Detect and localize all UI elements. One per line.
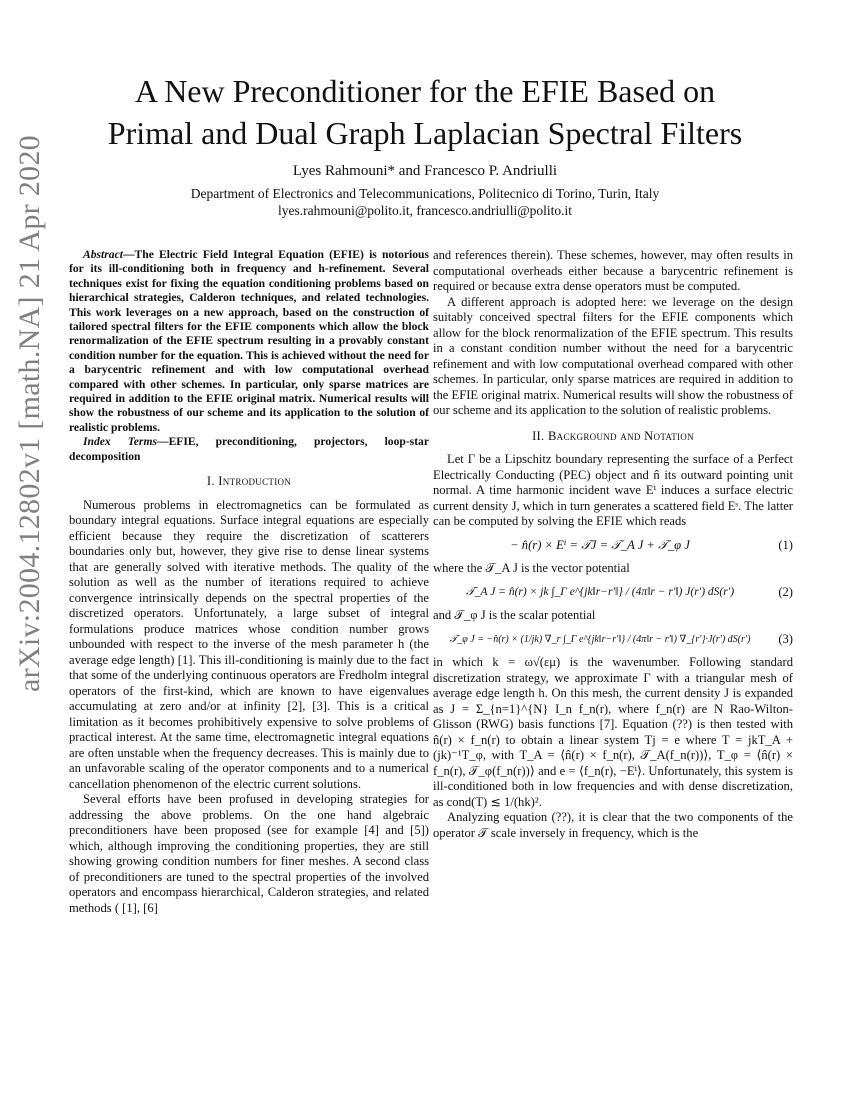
equation-1 bbox=[433, 538, 793, 554]
intro-paragraph-1: Numerous problems in electromagnetics can be formulated as boundary integral equations. Surface integral equations are especially efficient because they require the discretization of scatterers boundaries only but, however, they give rise to dense linear systems that are generally solved with iterative methods. The quality of the solution as well as the number of iterations required to achieve convergence intrinsically depends on the spectral properties of the discretized operators. Unfortunately, a large subset of integral formulations produce matrices whose condition number grows unbounded with respect to the inverse of the mesh parameter h (the average edge length) [1]. This ill-conditioning is mainly due to the fact that some of the underlying continuous operators are Fredholm integral operators of the first-kind, which are known to have eigenvalues accumulating at zero and/or at infinity [2], [3]. This is a critical limitation as it becomes prohibitively expensive to solve problems of practical interest. At the same time, electromagnetic integral equations are often unstable when the frequency decreases. This is mainly due to an unfavorable scaling of the operator components and to a numerical cancellation phenomenon of the electric current solutions. bbox=[69, 497, 429, 791]
equation-2-number: (2) bbox=[778, 584, 793, 599]
continued-paragraph: and references therein). These schemes, however, may often results in computational overheads either because a barycentric refinement is required or because extra dense operators must be computed. bbox=[433, 248, 793, 293]
equation-1-body: − n̂(r) × Eⁱ = 𝒯J = 𝒯_A J + 𝒯_φ J bbox=[510, 537, 690, 552]
vector-potential-text: where the 𝒯_A J is the vector potential bbox=[433, 561, 630, 575]
index-terms bbox=[69, 435, 429, 464]
paper-title bbox=[60, 70, 790, 154]
abstract bbox=[69, 248, 429, 435]
equation-1-number: (1) bbox=[778, 537, 793, 552]
discretization-paragraph: in which k = ω√(εμ) is the wavenumber. Following standard discretization strategy, we approximate Γ with a triangular mesh of average edge length h. On this mesh, the current density J is expanded as J = Σ_{n=1}^{N} I_n f_n(r), where f_n(r) are N Rao-Wilton-Glisson (RWG) basis functions [7]. Equation (??) is then tested with n̂(r) × f_n(r) to obtain a linear system Tj = e where T = jkT_A + (jk)⁻¹T_φ, with T_A = ⟨n̂(r) × f_n(r), 𝒯_A(f_n(r))⟩, T_φ = ⟨n̂(r) × f_n(r), 𝒯_φ(f_n(r))⟩ and e = ⟨f_n(r), −Eⁱ⟩. Unfortunately, this system is ill-conditioned both in low frequencies and with dense discretization, as cond(T) ≲ 1/(hk)². bbox=[433, 655, 793, 809]
arxiv-stamp: arXiv:2004.12802v1 [math.NA] 21 Apr 2020 bbox=[13, 135, 46, 692]
section-heading-background: II. Background and Notation bbox=[532, 428, 694, 443]
affiliation: Department of Electronics and Telecommunications, Politecnico di Torino, Turin, Italy bbox=[190, 186, 660, 201]
equation-2 bbox=[433, 585, 793, 601]
abstract-lead: Abstract bbox=[83, 248, 123, 261]
intro-paragraph-2: Several efforts have been profused in developing strategies for addressing the above problems. On the one hand algebraic preconditioners have been proposed (see for example [4] and [5]) which, although improving the conditioning properties, they are still showing growing condition numbers for finer meshes. A second class of preconditioners are tuned to the spectral properties of the involved operators and encompass hierarchical, Calderon strategies, and related methods ( [1], [6] bbox=[69, 792, 429, 915]
equation-3-body: 𝒯_φ J = −n̂(r) × (1/jk) ∇_r ∫_Γ e^{jk‖r−r′‖} / (4π‖r − r′‖) ∇_{r′}·J(r′) dS(r′) bbox=[449, 633, 751, 645]
equation-3 bbox=[433, 632, 793, 648]
authors: Lyes Rahmouni* and Francesco P. Andriulli bbox=[292, 163, 558, 179]
left-column bbox=[69, 248, 429, 916]
equation-3-number: (3) bbox=[778, 631, 793, 646]
approach-paragraph: A different approach is adopted here: we leverage on the design suitably conceived spectral filters for the EFIE components which allow for the block renormalization of the EFIE spectrum. This results in a constant condition number without the need for a barycentric refinement and with low computational overhead compared with other schemes. In particular, only sparse matrices are required in addition to the EFIE original matrix. Numerical results will show the robustness of our scheme and its application to the solution of realistic problems. bbox=[433, 294, 793, 417]
analysis-paragraph: Analyzing equation (??), it is clear that the two components of the operator 𝒯 scale inversely in frequency, which is the bbox=[433, 810, 793, 840]
abstract-text: —The Electric Field Integral Equation (EFIE) is notorious for its ill-conditioning both in frequency and h-refinement. Several techniques exist for fixing the equation conditioning problems based on hierarchical strategies, Calderon techniques, and related technologies. This work leverages on a new approach, based on the construction of tailored spectral filters for the EFIE components which allow the block renormalization of the EFIE spectrum resulting in a provably constant condition number for the equation. This is achieved without the need for a barycentric refinement and with low computational overhead compared with other schemes. In particular, only sparse matrices are required in addition to the EFIE original matrix. Numerical results will show the robustness of our scheme and its application to the solution of realistic problems. bbox=[69, 248, 429, 434]
background-paragraph: Let Γ be a Lipschitz boundary representing the surface of a Perfect Electrically Conducting (PEC) object and n̂ its outward pointing unit normal. A time harmonic incident wave Eⁱ induces a surface electric current density J, which in turn generates a scattered field Eˢ. The latter can be computed by solving the EFIE which reads bbox=[433, 452, 793, 528]
section-heading-introduction: I. Introduction bbox=[206, 474, 292, 489]
index-terms-lead: Index Terms bbox=[83, 435, 157, 449]
title-line-2: Primal and Dual Graph Laplacian Spectral Filters bbox=[107, 115, 743, 151]
equation-2-body: 𝒯_A J = n̂(r) × jk ∫_Γ e^{jk‖r−r′‖} / (4π‖r − r′‖) J(r′) dS(r′) bbox=[465, 585, 735, 598]
right-column bbox=[433, 248, 793, 841]
emails: lyes.rahmouni@polito.it, francesco.andriulli@polito.it bbox=[277, 203, 573, 218]
scalar-potential-text: and 𝒯_φ J is the scalar potential bbox=[433, 608, 596, 622]
affiliation-block bbox=[60, 185, 790, 219]
title-line-1: A New Preconditioner for the EFIE Based on bbox=[134, 73, 716, 109]
index-terms-text: —EFIE, preconditioning, projectors, loop-star decomposition bbox=[69, 435, 430, 463]
